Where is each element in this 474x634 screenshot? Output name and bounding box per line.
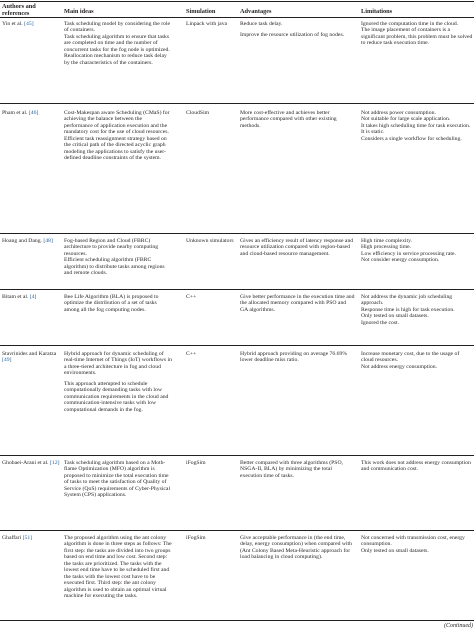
citation-link[interactable]: [51] [22, 535, 33, 541]
row-limitations: Ignored the computation time in the cloud. The image placement of containers is a significant problem, this problem must be solved to reduce task execution time. [361, 21, 473, 47]
citation-link[interactable]: [46] [28, 110, 39, 116]
row-advantages: Reduce task delay. Improve the resource utilization of fog nodes. [240, 21, 345, 39]
table-top-rule [0, 1, 474, 2]
row-simulation: Linpack with java [186, 21, 228, 27]
row-simulation: iFogSim [186, 535, 206, 541]
row-divider [0, 530, 474, 531]
row-author: Bitam et al. [4] [2, 294, 37, 300]
citation-link[interactable]: [48] [43, 238, 53, 244]
row-ideas: Fog-based Region and Cloud (FBRC) architecture to provide nearby computing resources. Efficient scheduling algorithm (FBRC algorithm) to distribute tasks among regions and remote clouds. [64, 238, 165, 277]
continued-note: (Continued) [444, 623, 473, 629]
row-ideas: Bee Life Algorithm (BLA) is proposed to optimize the distribution of a set of tasks among all the fog computing nodes. [64, 294, 159, 313]
citation-link[interactable]: [12] [50, 460, 60, 466]
row-advantages: Gives an efficiency result of latency response and resource utilization compared with region-based and cloud-based resource management. [240, 238, 354, 257]
row-divider [0, 289, 474, 290]
citation-link[interactable]: [49] [2, 357, 12, 364]
row-limitations: This work does not address energy consumption and communication cost. [361, 460, 471, 473]
row-author: Yin et al. [45] [2, 21, 34, 27]
row-author: Hoang and Dang. [48] [2, 238, 53, 244]
row-ideas: Cost-Makespan aware Scheduling (CMaS) for achieving the balance between the performance of application execution and the mandatory cost for the use of cloud resources. Efficient task reassignment strategy based on the critical path of the directed acyclic graph modeling the applications to satisfy the user-defined deadline constraints of the system. [64, 110, 170, 162]
citation-link[interactable]: [4] [29, 294, 37, 300]
table-bottom-rule [0, 620, 474, 621]
row-simulation: C++ [186, 294, 197, 300]
row-simulation: C++ [186, 351, 197, 357]
row-limitations: Not address power consumption. Not suitable for large scale application. It takes high scheduling time for task execution. It is static. Considers a single workflow for scheduling. [361, 110, 471, 142]
row-divider [0, 345, 474, 346]
header-simulation: Simulation [186, 8, 216, 15]
row-limitations: Increase monetary cost, due to the usage of cloud resources. Not address energy consumption. [361, 351, 460, 370]
row-ideas: Task scheduling model by considering the role of containers. Task scheduling algorithm to ensure that tasks are completed on time and the number of concurrent tasks for the fog node is optimized. Reallocation mechanism to reduce task delay by the characteristics of the containers. [64, 21, 171, 66]
row-simulation: Unknown simulators [186, 238, 234, 244]
row-limitations: Not concerned with transmission cost, energy consumption. Only tested on small datasets. [361, 535, 465, 554]
row-ideas: Task scheduling algorithm based on a Moth-flame Optimization (MFO) algorithm is proposed to minimize the total execution time of tasks to meet the satisfaction of Quality of Service (QoS) requirements of Cyber-Physical System (CPS) applications. [64, 460, 171, 499]
row-author: Ghaffari [51] [2, 535, 33, 541]
row-simulation: CloudSim [186, 110, 210, 116]
header-authors: Authors and references [2, 3, 36, 17]
row-divider [0, 455, 474, 456]
row-divider [0, 233, 474, 234]
row-simulation: iFogSim [186, 460, 206, 466]
row-author: Ghobaei-Arani et al. [12] [2, 460, 60, 466]
header-rule [0, 17, 474, 18]
row-ideas: The proposed algorithm using the ant colony algorithm is done in three steps as follows: The first step: the tasks are divided into two groups based on end time and low cost. Second step: the tasks are prioritized. The tasks with the lowest end time have to be scheduled first and the tasks with the lowest cost have to be executed first. Third step: the ant colony algorithm is used to obtain an optimal virtual machine for executing the tasks. [64, 535, 172, 600]
row-limitations: Not address the dynamic job scheduling approach. Response time is high for task execution. Only tested on small datasets. Ignored the cost. [361, 294, 455, 326]
row-advantages: Hybrid approach providing on average 76.69% lower deadline miss ratio. [240, 351, 348, 364]
header-main-ideas: Main ideas [64, 8, 94, 15]
row-advantages: Give acceptable performance in (the end time, delay, energy consumption) when compared with (Ant Colony Based Meta-Heuristic approach for load balancing in cloud computing). [240, 535, 352, 561]
citation-link[interactable]: [45] [24, 21, 34, 27]
row-divider [0, 103, 474, 104]
header-advantages: Advantages [240, 8, 272, 15]
row-advantages: Better compared with three algorithms (PSO, NSGA-II, BLA) by minimizing the total execution time of tasks. [240, 460, 343, 479]
row-ideas: Hybrid approach for dynamic scheduling of real-time Internet of Things (IoT) workflows in a three-tiered architecture in fog and cloud environments. This approach attempted to schedule computationally demanding tasks with low communication requirements in the cloud and communication-intensive tasks with low computational demands in the fog. [64, 351, 172, 413]
row-author: Stavrinides and Karatza [49] [2, 351, 57, 364]
header-limitations: Limitations [361, 8, 393, 15]
row-advantages: More cost-effective and achieves better performance compared with other existing methods. [240, 110, 337, 129]
row-author: Pham et al. [46] [2, 110, 39, 116]
row-advantages: Give better performance in the execution time and the allocated memory compared with PSO and GA algorithms. [240, 294, 355, 313]
row-limitations: High time complexity. High processing time. Low efficiency in service processing rate. Not consider energy consumption. [361, 238, 456, 264]
